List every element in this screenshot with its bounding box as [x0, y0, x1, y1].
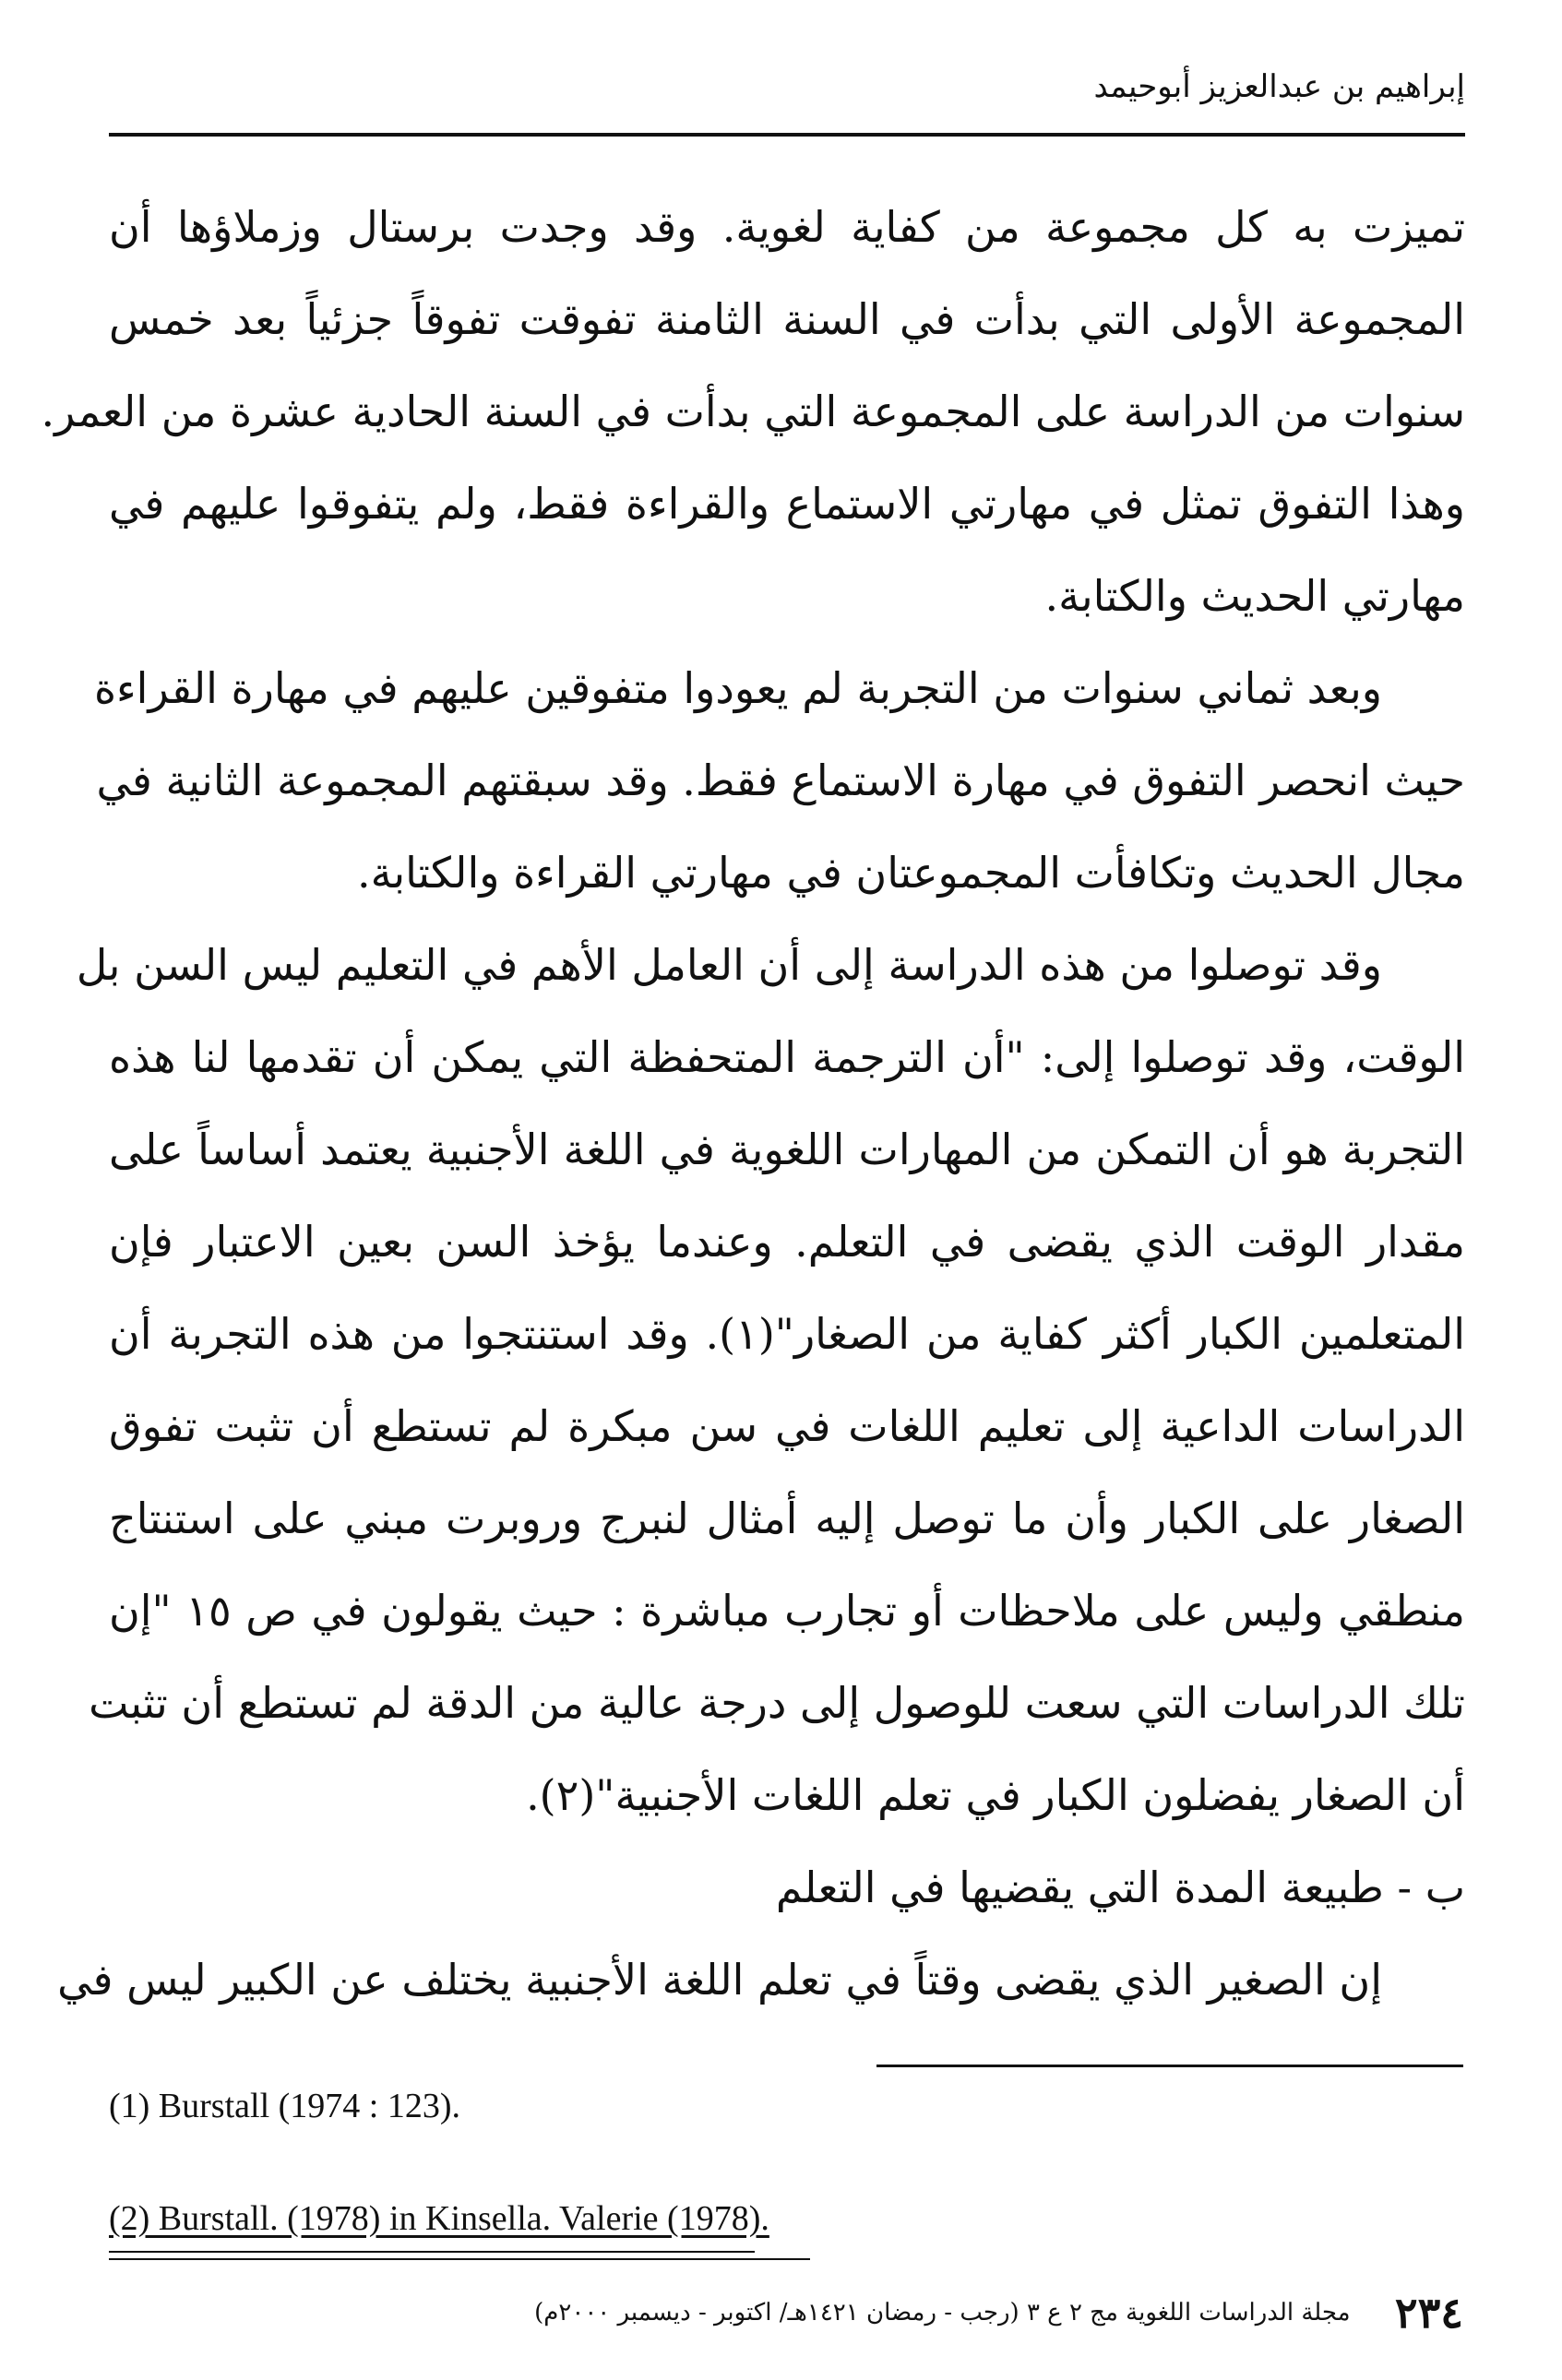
page-footer	[534, 2288, 1463, 2338]
text-line: سنوات من الدراسة على المجموعة التي بدأت في السنة الحادية عشرة من العمر.	[41, 387, 1465, 436]
text-line: وبعد ثماني سنوات من التجربة لم يعودوا متفوقين عليهم في مهارة القراءة	[93, 663, 1382, 713]
text-line: المجموعة الأولى التي بدأت في السنة الثامنة تفوقت تفوقاً جزئياً بعد خمس	[109, 294, 1465, 344]
footer-rule-secondary	[109, 2258, 810, 2260]
footnote-rule	[876, 2065, 1463, 2067]
page-number: ٢٣٤	[1394, 2288, 1463, 2338]
text-line: الوقت، وقد توصلوا إلى: "أن الترجمة المتحفظة التي يمكن أن تقدمها لنا هذه	[109, 1032, 1465, 1082]
footnotes	[109, 2083, 1401, 2242]
text-line: التجربة هو أن التمكن من المهارات اللغوية في اللغة الأجنبية يعتمد أساساً على	[109, 1125, 1465, 1174]
text-line: المتعلمين الكبار أكثر كفاية من الصغار"(١). وقد استنتجوا من هذه التجربة أن	[109, 1309, 1466, 1359]
section-subheading: ب - طبيعة المدة التي يقضيها في التعلم	[775, 1862, 1465, 1912]
footnote-2	[109, 2196, 1401, 2242]
text-line: الدراسات الداعية إلى تعليم اللغات في سن مبكرة لم تستطع أن تثبت تفوق	[109, 1401, 1465, 1451]
text-line: تميزت به كل مجموعة من كفاية لغوية. وقد وجدت برستال وزملاؤها أن	[109, 202, 1465, 252]
text-line: الصغار على الكبار وأن ما توصل إليه أمثال لنبرج وروبرت مبني على استنتاج	[109, 1493, 1465, 1543]
running-head: إبراهيم بن عبدالعزيز أبوحيمد	[1093, 68, 1465, 105]
text-line: مهارتي الحديث والكتابة.	[1044, 571, 1465, 621]
body-text	[41, 181, 1466, 2026]
text-line: منطقي وليس على ملاحظات أو تجارب مباشرة : حيث يقولون في ص ١٥ "إن	[109, 1586, 1466, 1636]
journal-citation: مجلة الدراسات اللغوية مج ٢ ع ٣ (رجب - رمضان ١٤٢١هـ/ اكتوبر - ديسمبر ٢٠٠٠م)	[534, 2299, 1351, 2326]
footnote-1: (1) Burstall (1974 : 123).	[109, 2087, 461, 2125]
text-line: حيث انحصر التفوق في مهارة الاستماع فقط. وقد سبقتهم المجموعة الثانية في	[96, 756, 1465, 805]
footer-rule	[109, 2251, 755, 2253]
header-rule	[109, 133, 1465, 137]
footnote-2-text: (2) Burstall. (1978) in Kinsella. Valerie (1978).	[109, 2199, 769, 2238]
text-line: وهذا التفوق تمثل في مهارتي الاستماع والقراءة فقط، ولم يتفوقوا عليهم في	[109, 479, 1465, 529]
text-line: إن الصغير الذي يقضى وقتاً في تعلم اللغة الأجنبية يختلف عن الكبير ليس في	[57, 1955, 1382, 2005]
text-line: وقد توصلوا من هذه الدراسة إلى أن العامل الأهم في التعليم ليس السن بل	[76, 940, 1382, 990]
text-line: مجال الحديث وتكافأت المجموعتان في مهارتي القراءة والكتابة.	[357, 848, 1465, 898]
text-line: مقدار الوقت الذي يقضى في التعلم. وعندما يؤخذ السن بعين الاعتبار فإن	[109, 1217, 1465, 1267]
text-line: تلك الدراسات التي سعت للوصول إلى درجة عالية من الدقة لم تستطع أن تثبت	[89, 1678, 1465, 1728]
text-line: أن الصغار يفضلون الكبار في تعلم اللغات الأجنبية"(٢).	[526, 1770, 1465, 1820]
